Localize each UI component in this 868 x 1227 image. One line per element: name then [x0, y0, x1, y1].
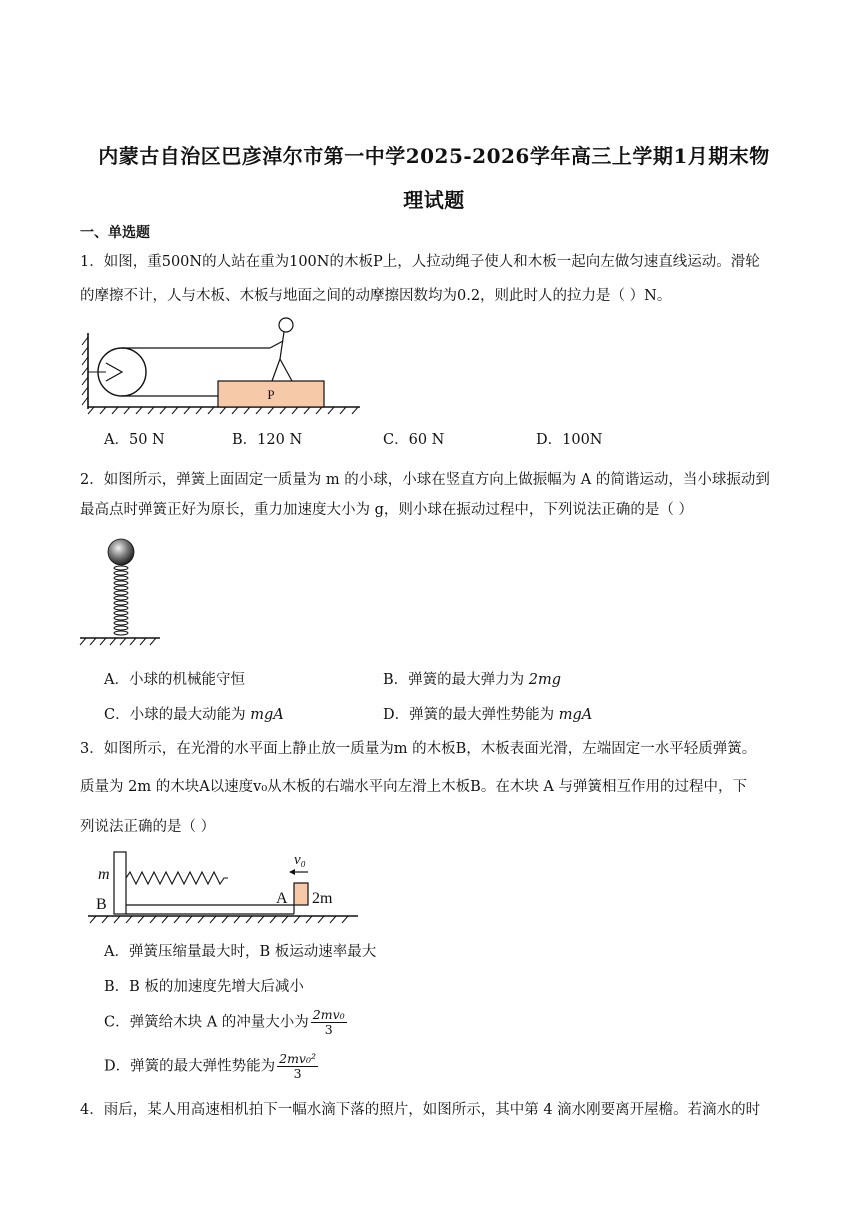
q2-option-b: B．弹簧的最大弹力为 2mg — [383, 672, 562, 688]
fraction-energy: $\frac{\text{2mv₀²}}{3}$ — [279, 1051, 317, 1081]
q2-stem-line1: 2．如图所示，弹簧上面固定一质量为 m 的小球，小球在竖直方向上做振幅为 A 的简谐运动，当小球振动到 — [80, 472, 770, 488]
exam-title-line1: 内蒙古自治区巴彦淖尔市第一中学2025-2026学年高三上学期1月期末物 — [98, 144, 770, 168]
q1-figure-pulley-board — [80, 315, 370, 415]
q1-stem-line2: 的摩擦不计，人与木板、木板与地面之间的动摩擦因数均为0.2，则此时人的拉力是（ ）N。 — [80, 288, 672, 304]
q2-figure-spring-ball — [78, 532, 168, 654]
q2-option-d: D．弹簧的最大弹性势能为 mgA — [383, 707, 593, 723]
mass-m-label: m — [98, 866, 110, 883]
q1-option-c: C．60 N — [383, 432, 445, 448]
q3-option-c: C．弹簧给木块 A 的冲量大小为 $\frac{\text{2mv₀}}{3}$ — [104, 1007, 345, 1037]
section-heading: 一、单选题 — [80, 225, 150, 241]
fraction-impulse: $\frac{\text{2mv₀}}{3}$ — [312, 1007, 345, 1037]
q3-option-d: D．弹簧的最大弹性势能为 $\frac{\text{2mv₀²}}{3}$ — [104, 1051, 317, 1081]
q3-stem-line2: 质量为 2m 的木块A以速度v₀从木板的右端水平向左滑上木板B。在木块 A 与弹簧相互作用的过程中，下 — [80, 779, 748, 795]
q1-option-b: B．120 N — [232, 432, 303, 448]
block-a-label: A — [276, 890, 288, 907]
q3-option-b: B．B 板的加速度先增大后减小 — [104, 979, 304, 995]
q1-stem-line1: 1．如图，重500N的人站在重为100N的木板P上，人拉动绳子使人和木板一起向左做匀速直线运动。滑轮 — [80, 254, 760, 270]
q1-option-d: D．100N — [536, 432, 603, 448]
exam-title-line2: 理试题 — [403, 188, 465, 212]
q2-option-c: C．小球的最大动能为 mgA — [104, 707, 284, 723]
q2-option-a: A．小球的机械能守恒 — [104, 672, 245, 688]
board-p-label: P — [267, 387, 275, 402]
q3-stem-line3: 列说法正确的是（ ） — [80, 819, 216, 835]
q3-option-a: A．弹簧压缩量最大时，B 板运动速率最大 — [104, 944, 377, 960]
q3-figure-board-spring-block — [86, 846, 366, 924]
q2-stem-line2: 最高点时弹簧正好为原长，重力加速度大小为 g，则小球在振动过程中，下列说法正确的是（ ） — [80, 502, 693, 518]
q1-option-a: A．50 N — [104, 432, 165, 448]
q4-stem-line1: 4．雨后，某人用高速相机拍下一幅水滴下落的照片，如图所示，其中第 4 滴水刚要离开屋檐。若滴水的时 — [80, 1102, 761, 1118]
q3-stem-line1: 3．如图所示，在光滑的水平面上静止放一质量为m 的木板B，木板表面光滑，左端固定一水平轻质弹簧。 — [80, 741, 757, 757]
velocity-v0-label: v₀ — [294, 852, 306, 868]
mass-2m-label: 2m — [312, 890, 333, 907]
board-b-label: B — [96, 896, 107, 913]
